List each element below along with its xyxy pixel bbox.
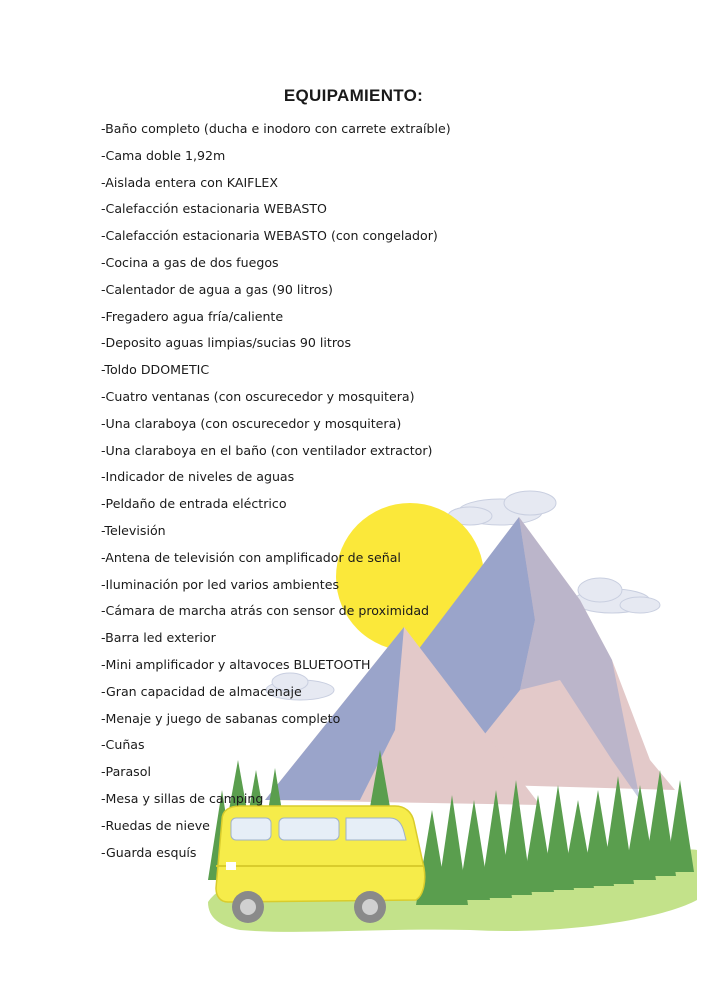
list-item: -Barra led exterior (101, 630, 216, 646)
page-title: EQUIPAMIENTO: (283, 86, 424, 105)
list-item: -Gran capacidad de almacenaje (101, 683, 302, 699)
list-item: -Calentador de agua a gas (90 litros) (101, 281, 333, 297)
list-item: -Deposito aguas limpias/sucias 90 litros (101, 335, 352, 351)
equipment-list (101, 119, 451, 869)
cloud-icon (448, 491, 556, 525)
list-item: -Calefacción estacionaria WEBASTO (101, 201, 327, 217)
list-item: -Menaje y juego de sabanas completo (101, 710, 341, 726)
list-item: -Ruedas de nieve (101, 817, 210, 833)
list-item: -Fregadero agua fría/caliente (101, 308, 284, 324)
list-item: -Cuñas (101, 737, 145, 753)
list-item: -Calefacción estacionaria WEBASTO (con congelador) (101, 228, 438, 244)
list-item: -Cuatro ventanas (con oscurecedor y mosquitera) (101, 388, 415, 404)
list-item: -Cocina a gas de dos fuegos (101, 254, 279, 270)
list-item: -Antena de televisión con amplificador de señal (101, 549, 401, 565)
list-item: -Baño completo (ducha e inodoro con carrete extraíble) (101, 121, 451, 136)
list-item: -Iluminación por led varios ambientes (101, 576, 340, 592)
list-item: -Cámara de marcha atrás con sensor de proximidad (101, 603, 430, 619)
list-item: -Mini amplificador y altavoces BLUETOOTH (101, 656, 371, 672)
list-item: -Guarda esquís (101, 844, 197, 860)
list-item: -Parasol (101, 764, 151, 780)
cloud-icon (574, 578, 660, 613)
list-item: -Peldaño de entrada eléctrico (101, 496, 287, 512)
list-item: -Una claraboya en el baño (con ventilador extractor) (101, 442, 433, 458)
list-item: -Mesa y sillas de camping (101, 790, 264, 806)
list-item: -Aislada entera con KAIFLEX (101, 174, 279, 190)
list-item: -Toldo DDOMETIC (101, 362, 210, 378)
list-item: -Cama doble 1,92m (101, 147, 226, 163)
list-item: -Indicador de niveles de aguas (101, 469, 295, 485)
list-item: -Una claraboya (con oscurecedor y mosquitera) (101, 415, 402, 431)
list-item: -Televisión (101, 522, 166, 538)
